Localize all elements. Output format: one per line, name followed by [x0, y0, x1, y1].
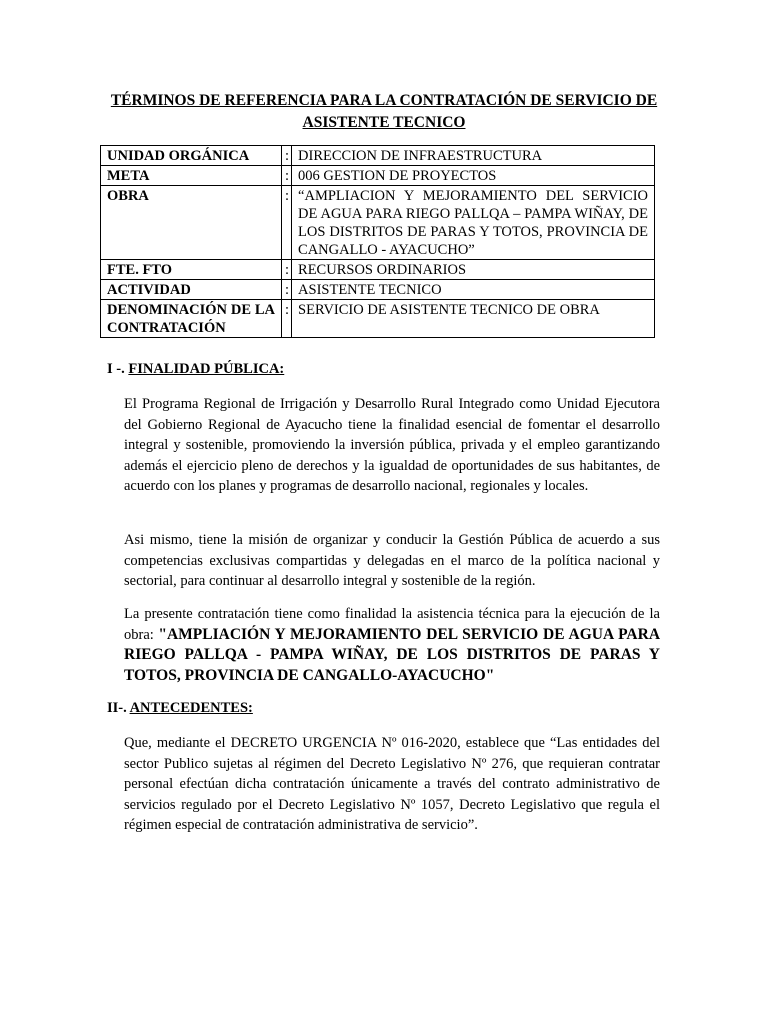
row-value: RECURSOS ORDINARIOS [292, 260, 655, 280]
project-name-bold: "AMPLIACIÓN Y MEJORAMIENTO DEL SERVICIO DE AGUA PARA RIEGO PALLQA - PAMPA WIÑAY, DE LOS DISTRITOS DE PARAS Y TOTOS, PROVINCIA DE CANGALLO-AYACUCHO" [124, 625, 661, 684]
section-2-heading [107, 700, 253, 717]
row-separator: : [282, 146, 292, 166]
section-number: II-. [107, 700, 127, 716]
paragraph: El Programa Regional de Irrigación y Desarrollo Rural Integrado como Unidad Ejecutora del Gobierno Regional de Ayacucho tiene la finalidad esencial de fomentar el desarrollo integral y sostenible, promoviendo la inversión pública, privada y el empleo garantizando además el ejercicio pleno de derechos y la igualdad de oportunidades de sus habitantes, de acuerdo con los planes y programas de desarrollo nacional, regionales y locales. [124, 396, 660, 494]
paragraph: Que, mediante el DECRETO URGENCIA Nº 016-2020, establece que “Las entidades del sector Publico sujetas al régimen del Decreto Legislativo Nº 276, que requieran contratar personal efectúan dicha contratación únicamente a través del contrato administrativo de servicios regulado por el Decreto Legislativo Nº 1057, Decreto Legislativo que regula el régimen especial de contratación administrativa de servicio”. [124, 735, 660, 833]
row-separator: : [282, 300, 292, 338]
row-label: OBRA [101, 186, 282, 260]
row-separator: : [282, 280, 292, 300]
section-title: ANTECEDENTES: [129, 700, 253, 716]
row-separator: : [282, 186, 292, 260]
row-label: UNIDAD ORGÁNICA [101, 146, 282, 166]
paragraph-intro: La presente contratación tiene como finalidad la asistencia técnica para la ejecución de la obra: [124, 606, 660, 643]
row-value: 006 GESTION DE PROYECTOS [292, 166, 655, 186]
row-label: DENOMINACIÓN DE LA CONTRATACIÓN [101, 300, 282, 338]
row-value: SERVICIO DE ASISTENTE TECNICO DE OBRA [292, 300, 655, 338]
row-label: META [101, 166, 282, 186]
table-row [101, 300, 655, 338]
row-separator: : [282, 260, 292, 280]
table-row [101, 280, 655, 300]
section-title: FINALIDAD PÚBLICA: [128, 361, 285, 377]
table-row [101, 186, 655, 260]
row-value: DIRECCION DE INFRAESTRUCTURA [292, 146, 655, 166]
row-value: ASISTENTE TECNICO [292, 280, 655, 300]
row-label: ACTIVIDAD [101, 280, 282, 300]
table-row [101, 166, 655, 186]
row-separator: : [282, 166, 292, 186]
document-title [100, 90, 668, 134]
row-label: FTE. FTO [101, 260, 282, 280]
info-table [100, 145, 655, 338]
title-line-1: TÉRMINOS DE REFERENCIA PARA LA CONTRATACIÓN DE SERVICIO DE [110, 92, 658, 109]
section-number: I -. [107, 361, 125, 377]
section-1-heading [107, 361, 284, 378]
paragraph: Asi mismo, tiene la misión de organizar y conducir la Gestión Pública de acuerdo a sus competencias exclusivas compartidas y delegadas en el marco de la política nacional y sectorial, para continuar al desarrollo integral y sostenible de la región. [124, 532, 660, 589]
row-value: “AMPLIACION Y MEJORAMIENTO DEL SERVICIO DE AGUA PARA RIEGO PALLQA – PAMPA WIÑAY, DE LOS DISTRITOS DE PARAS Y TOTOS, PROVINCIA DE CANGALLO - AYACUCHO” [292, 186, 655, 260]
paragraph-with-bold-project-name [124, 604, 660, 686]
table-row [101, 260, 655, 280]
table-row [101, 146, 655, 166]
title-line-2: ASISTENTE TECNICO [302, 114, 466, 131]
